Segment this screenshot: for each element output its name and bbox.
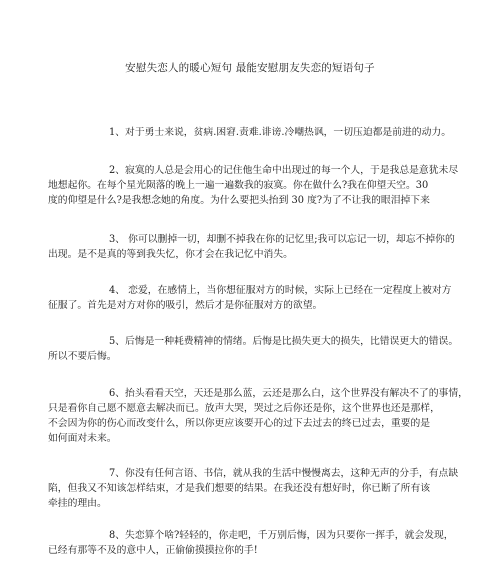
paragraph-8 [48, 528, 454, 558]
paragraph-line: 出现。是不是真的等到我失忆，你才会在我记忆中消失。 [48, 249, 293, 260]
paragraph-line: 地想起你。在每个星光陨落的晚上一遍一遍数我的寂寞。你在做什么?我在仰望天空。30 [48, 180, 429, 191]
paragraph-line: 1、对于勇士来说，贫病.困窘.责难.诽谤.冷嘲热讽，一切压迫都是前进的动力。 [109, 127, 451, 138]
paragraph-2 [48, 163, 459, 208]
paragraph-line: 不会因为你的伤心而改变什么，所以你更应该要开心的过下去过去的终已过去，重要的是 [48, 418, 431, 429]
paragraph-6 [48, 386, 468, 446]
paragraph-line: 牵挂的理由。 [48, 498, 107, 509]
paragraph-line: 征服了。首先是对方对你的吸引，然后才是你征服对方的欲望。 [48, 300, 323, 311]
paragraph-line: 3、 你可以删掉一切，却删不掉我在你的记忆里;我可以忘记一切，却忘不掉你的 [109, 234, 455, 245]
paragraph-line: 已经有那等不及的意中人，正偷偷摸摸拉你的手! [48, 545, 258, 556]
paragraph-1 [48, 125, 451, 140]
paragraph-line: 如何面对未来。 [48, 433, 117, 444]
paragraph-line: 4、 恋爱，在感情上，当你想征服对方的时候，实际上已经在一定程度上被对方 [109, 285, 452, 296]
paragraph-line: 6、抬头看看天空，天还是那么蓝，云还是那么白，这个世界没有解决不了的事情， [109, 388, 468, 399]
paragraph-3 [48, 232, 455, 262]
paragraph-line: 只是看你自己愿不愿意去解决而已。放声大哭，哭过之后你还是你，这个世界也还是那样， [48, 403, 440, 414]
paragraph-line: 8、失恋算个啥?轻轻的，你走吧，千万别后悔，因为只要你一挥手，就会发现， [109, 530, 454, 541]
paragraph-line: 5、后悔是一种耗费精神的情绪。后悔是比损失更大的损失，比错误更大的错误。 [109, 336, 459, 347]
paragraph-7 [48, 466, 459, 511]
paragraph-line: 2、寂寞的人总是会用心的记住他生命中出现过的每一个人，于是我总是意犹未尽 [109, 165, 459, 176]
document-title: 安慰失恋人的暖心短句 最能安慰朋友失恋的短语句子 [125, 62, 375, 74]
paragraph-5 [48, 334, 459, 364]
paragraph-line: 所以不要后悔。 [48, 351, 117, 362]
paragraph-line: 陷，但我又不知该怎样结束，才是我们想要的结果。在我还没有想好时，你已断了所有该 [48, 483, 431, 494]
paragraph-line: 度的仰望是什么?是我想念她的角度。为什么要把头抬到 30 度?为了不让我的眼泪掉下来 [48, 195, 430, 206]
paragraph-4 [48, 283, 451, 313]
paragraph-line: 7、你没有任何言语、书信，就从我的生活中慢慢离去，这种无声的分手，有点缺 [109, 468, 459, 479]
